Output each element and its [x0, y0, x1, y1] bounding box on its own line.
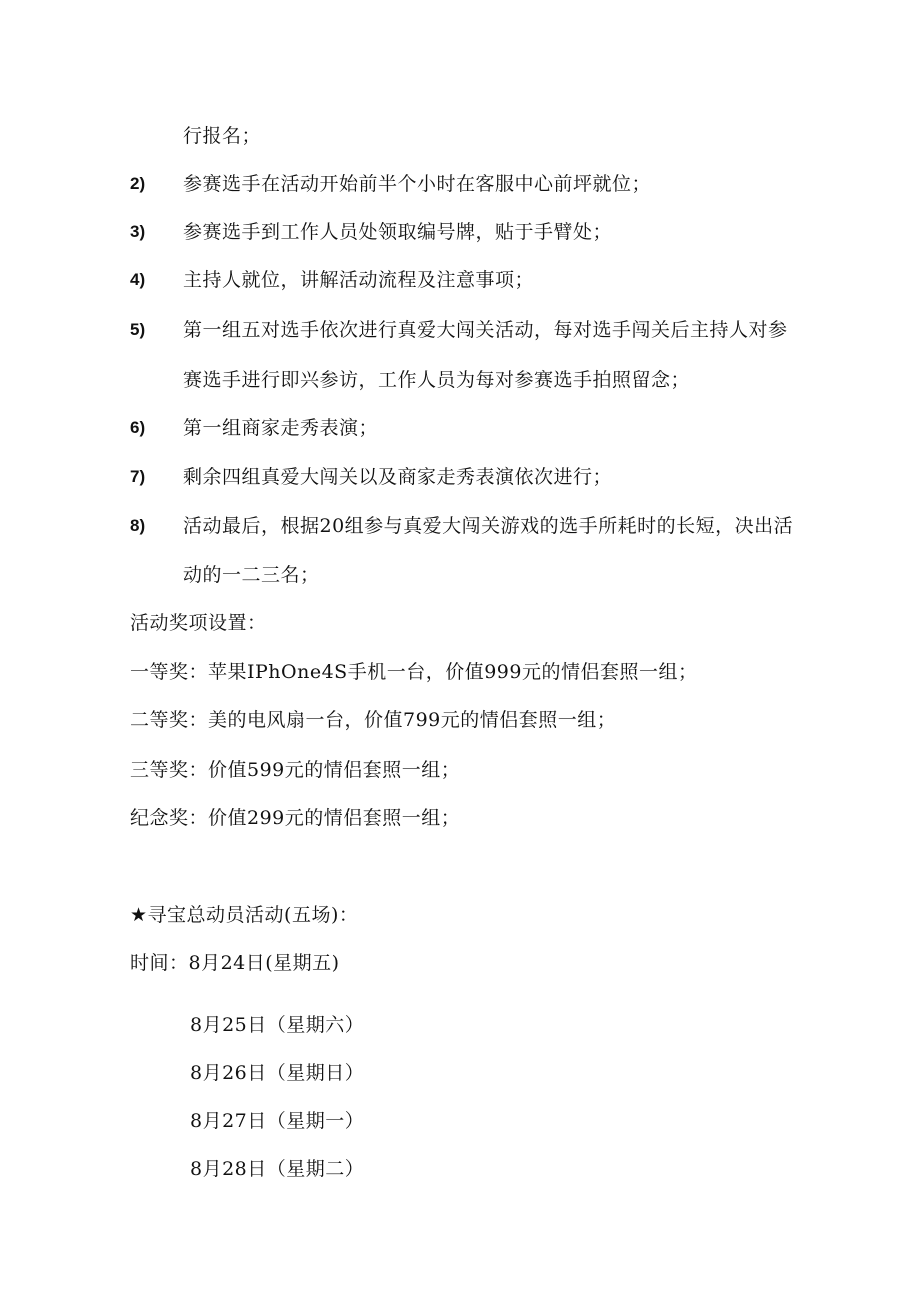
treasure-date: 8月25日（星期六） [190, 1014, 365, 1036]
step-text: 剩余四组真爱大闯关以及商家走秀表演依次进行； [183, 466, 613, 488]
award-third: 三等奖：价值599元的情侣套照一组； [130, 759, 461, 781]
step-text: 第一组五对选手依次进行真爱大闯关活动，每对选手闯关后主持人对参 [183, 319, 788, 341]
step-text: 参赛选手在活动开始前半个小时在客服中心前坪就位； [183, 173, 652, 195]
award-first: 一等奖：苹果IPhOne4S手机一台，价值999元的情侣套照一组； [130, 661, 698, 683]
step-1-continuation: 行报名； [183, 125, 262, 147]
treasure-date: 8月28日（星期二） [190, 1158, 365, 1180]
award-second: 二等奖：美的电风扇一台，价值799元的情侣套照一组； [130, 709, 617, 731]
step-text-continuation: 动的一二三名； [183, 564, 320, 586]
step-number: 5) [130, 320, 146, 339]
step-number: 3) [130, 222, 146, 241]
star-icon: ★ [130, 904, 148, 926]
treasure-date: 8月26日（星期日） [190, 1062, 365, 1084]
step-number: 6) [130, 418, 146, 437]
step-text: 第一组商家走秀表演； [183, 417, 379, 439]
awards-heading: 活动奖项设置： [130, 612, 267, 634]
treasure-time: 时间：8月24日(星期五) [130, 952, 340, 974]
step-number: 7) [130, 467, 146, 486]
treasure-title: 寻宝总动员活动(五场)： [147, 904, 359, 926]
treasure-heading [130, 903, 358, 927]
step-number: 2) [130, 174, 146, 193]
step-text: 主持人就位，讲解活动流程及注意事项； [183, 269, 535, 291]
step-number: 8) [130, 516, 146, 535]
treasure-date: 8月27日（星期一） [190, 1110, 365, 1132]
step-number: 4) [130, 270, 146, 289]
step-text: 活动最后，根据20组参与真爱大闯关游戏的选手所耗时的长短，决出活 [183, 515, 794, 537]
award-souvenir: 纪念奖：价值299元的情侣套照一组； [130, 807, 461, 829]
step-text: 参赛选手到工作人员处领取编号牌，贴于手臂处； [183, 221, 613, 243]
step-text-continuation: 赛选手进行即兴参访，工作人员为每对参赛选手拍照留念； [183, 369, 691, 391]
